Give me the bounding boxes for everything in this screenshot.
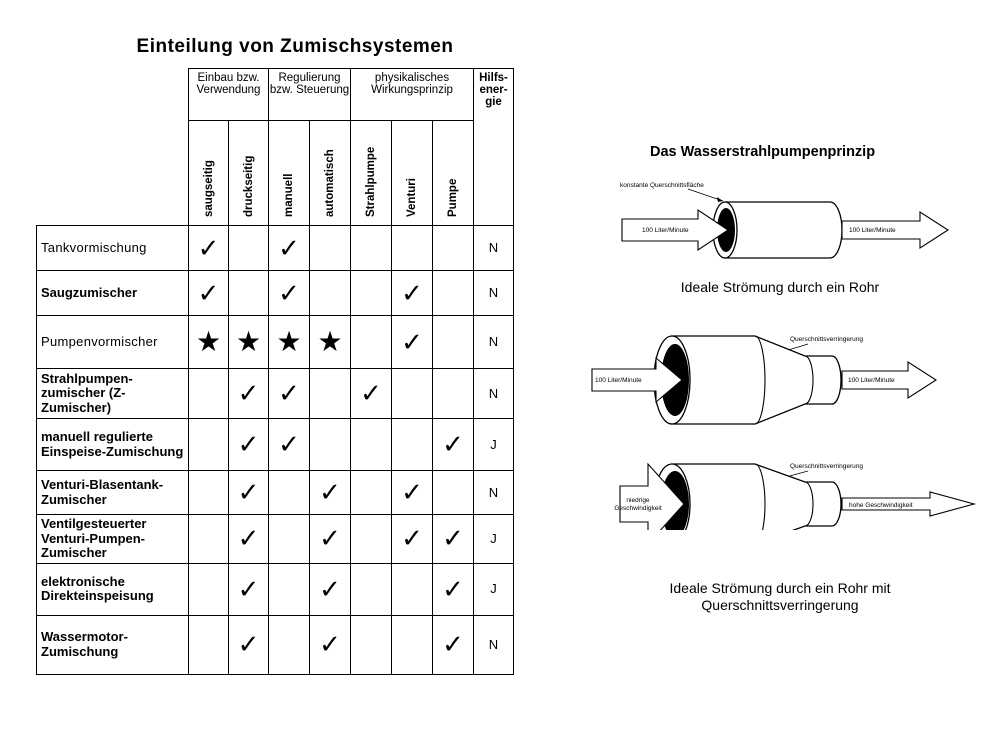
hilfsenergie-value: N	[488, 484, 499, 500]
note-cross-section-reduction: Querschnittsverringerung	[790, 336, 863, 343]
mark-cell	[269, 369, 310, 419]
pipe-body-narrowing	[672, 464, 841, 530]
mark-cell	[269, 419, 310, 471]
checkmark-icon: ✓	[237, 477, 260, 507]
mark-cell	[310, 369, 351, 419]
checkmark-icon: ✓	[442, 429, 464, 459]
subheader-cell	[189, 121, 229, 226]
hilfsenergie-cell	[474, 316, 514, 369]
mark-cell	[189, 316, 229, 369]
mark-cell	[269, 271, 310, 316]
table-row	[37, 615, 514, 674]
corner-blank	[37, 69, 189, 226]
hilfsenergie-value: J	[490, 530, 497, 546]
hilfsenergie-cell	[474, 419, 514, 471]
row-label: manuell regulierte Einspeise-Zumischung	[37, 419, 189, 471]
table-row	[37, 563, 514, 615]
mark-cell	[229, 471, 269, 515]
checkmark-icon: ✓	[237, 629, 260, 659]
table-row	[37, 515, 514, 564]
table-title: Einteilung von Zumischsystemen	[136, 36, 454, 57]
row-label: Wassermotor-Zumischung	[37, 615, 189, 674]
pipe-body-narrowing	[672, 336, 841, 424]
checkmark-icon: ✓	[278, 378, 300, 408]
row-label: Strahlpumpen-zumischer (Z-Zumischer)	[37, 369, 189, 419]
mark-cell	[189, 563, 229, 615]
group-header-wirkungsprinzip: physikalisches Wirkungsprinzip	[351, 69, 474, 121]
diagram-constant-cross-section	[620, 182, 948, 258]
caption-line-2: Querschnittsverringerung	[701, 597, 859, 613]
subheader-label: Venturi	[406, 178, 418, 217]
mark-cell	[229, 271, 269, 316]
mark-cell	[392, 515, 433, 564]
subheader-cell	[229, 121, 269, 226]
row-label: elektronische Direkteinspeisung	[37, 563, 189, 615]
subheader-label: saugseitig	[202, 160, 215, 217]
inflow-label: 100 Liter/Minute	[595, 377, 642, 384]
mark-cell	[351, 419, 392, 471]
mark-cell	[433, 271, 474, 316]
pointer-arrowhead	[717, 197, 723, 202]
hilfsenergie-cell	[474, 515, 514, 564]
checkmark-icon: ✓	[319, 629, 341, 659]
checkmark-icon: ✓	[401, 523, 423, 554]
mark-cell	[392, 369, 433, 419]
caption-line-1: Ideale Strömung durch ein Rohr mit	[669, 580, 891, 596]
mark-cell	[351, 316, 392, 369]
diagram-title: Das Wasserstrahlpumpenprinzip	[650, 144, 876, 160]
star-icon: ★	[276, 325, 302, 357]
table-row	[37, 271, 514, 316]
mark-cell	[392, 419, 433, 471]
row-label: Pumpenvormischer	[37, 316, 189, 369]
diagram-velocity-increase	[614, 463, 974, 530]
outflow-label: 100 Liter/Minute	[848, 377, 895, 384]
pipe-body	[725, 202, 842, 258]
mark-cell	[433, 615, 474, 674]
checkmark-icon: ✓	[278, 277, 300, 308]
group-header-regulierung: Regulierung bzw. Steuerung	[269, 69, 351, 121]
mark-cell	[310, 515, 351, 564]
row-label: Tankvormischung	[37, 226, 189, 271]
mark-cell	[269, 471, 310, 515]
subheader-cell	[269, 121, 310, 226]
subheader-cell	[392, 121, 433, 226]
hilfsenergie-cell	[474, 226, 514, 271]
diagram-cross-section-reduction	[592, 336, 936, 424]
row-label: Ventilgesteuerter Venturi-Pumpen-Zumischer	[37, 515, 189, 564]
checkmark-icon: ✓	[237, 573, 260, 604]
table-row	[37, 369, 514, 419]
subheader-label: Strahlpumpe	[365, 146, 377, 217]
inflow-label: 100 Liter/Minute	[642, 227, 689, 234]
mark-cell	[269, 563, 310, 615]
checkmark-icon: ✓	[401, 477, 423, 507]
hilfsenergie-label: Hilfs-ener-gie	[479, 72, 508, 108]
hilfsenergie-value: N	[488, 240, 499, 255]
row-label: Venturi-Blasentank-Zumischer	[37, 471, 189, 515]
mark-cell	[433, 515, 474, 564]
checkmark-icon: ✓	[360, 378, 382, 408]
hilfsenergie-value: J	[490, 436, 497, 452]
mark-cell	[310, 563, 351, 615]
table-row	[37, 471, 514, 515]
outflow-label: 100 Liter/Minute	[849, 227, 896, 234]
subheader-cell	[351, 121, 392, 226]
mark-cell	[433, 419, 474, 471]
table-row	[37, 316, 514, 369]
mark-cell	[351, 563, 392, 615]
mark-cell	[351, 369, 392, 419]
mark-cell	[310, 471, 351, 515]
hilfsenergie-value: N	[488, 334, 499, 349]
subheader-label: automatisch	[324, 149, 336, 217]
mark-cell	[392, 226, 433, 271]
checkmark-icon: ✓	[319, 573, 341, 604]
mixing-systems-table-wrap	[36, 68, 514, 675]
caption-ideal-flow: Ideale Strömung durch ein Rohr	[680, 279, 880, 295]
mark-cell	[351, 226, 392, 271]
mark-cell	[229, 226, 269, 271]
mark-cell	[433, 316, 474, 369]
mark-cell	[229, 563, 269, 615]
checkmark-icon: ✓	[319, 477, 341, 507]
checkmark-icon: ✓	[401, 277, 423, 308]
mark-cell	[189, 369, 229, 419]
note-constant-cross-section: konstante Querschnittsfläche	[620, 182, 704, 189]
hilfsenergie-value: N	[488, 385, 499, 401]
mark-cell	[189, 615, 229, 674]
mark-cell	[269, 226, 310, 271]
mark-cell	[189, 515, 229, 564]
note-cross-section-reduction: Querschnittsverringerung	[790, 463, 863, 470]
mark-cell	[189, 226, 229, 271]
hilfsenergie-cell	[474, 615, 514, 674]
table-row	[37, 226, 514, 271]
table-row	[37, 419, 514, 471]
mark-cell	[392, 271, 433, 316]
subheader-cell	[433, 121, 474, 226]
mark-cell	[229, 316, 269, 369]
mark-cell	[351, 615, 392, 674]
checkmark-icon: ✓	[442, 573, 464, 604]
checkmark-icon: ✓	[197, 232, 220, 263]
mark-cell	[351, 271, 392, 316]
venturi-diagram	[590, 170, 990, 530]
mark-cell	[392, 316, 433, 369]
hilfsenergie-cell	[474, 471, 514, 515]
star-icon: ★	[317, 325, 343, 357]
mark-cell	[229, 515, 269, 564]
subheader-cell	[310, 121, 351, 226]
subheader-label: Pumpe	[447, 178, 459, 217]
checkmark-icon: ✓	[442, 523, 464, 554]
subheader-label: druckseitig	[242, 155, 255, 217]
hilfsenergie-cell	[474, 369, 514, 419]
checkmark-icon: ✓	[319, 523, 341, 554]
mark-cell	[189, 471, 229, 515]
checkmark-icon: ✓	[278, 429, 300, 459]
mark-cell	[310, 615, 351, 674]
hilfsenergie-value: J	[490, 581, 497, 596]
group-header-einbau: Einbau bzw. Verwendung	[189, 69, 269, 121]
checkmark-icon: ✓	[237, 378, 260, 408]
mark-cell	[229, 419, 269, 471]
checkmark-icon: ✓	[237, 523, 260, 554]
subheader-label: manuell	[283, 173, 295, 217]
mark-cell	[433, 563, 474, 615]
hilfsenergie-value: N	[488, 285, 499, 300]
mark-cell	[189, 271, 229, 316]
hilfsenergie-cell	[474, 271, 514, 316]
mark-cell	[392, 471, 433, 515]
hilfsenergie-cell	[474, 563, 514, 615]
mark-cell	[433, 226, 474, 271]
mark-cell	[351, 515, 392, 564]
mark-cell	[229, 369, 269, 419]
star-icon: ★	[235, 325, 262, 357]
mark-cell	[310, 419, 351, 471]
mark-cell	[351, 471, 392, 515]
star-icon: ★	[195, 325, 222, 357]
checkmark-icon: ✓	[197, 277, 220, 308]
mark-cell	[433, 471, 474, 515]
hilfsenergie-value: N	[488, 636, 499, 652]
mark-cell	[310, 316, 351, 369]
mark-cell	[392, 563, 433, 615]
group-header-hilfsenergie	[474, 69, 514, 226]
mark-cell	[392, 615, 433, 674]
checkmark-icon: ✓	[237, 429, 260, 459]
checkmark-icon: ✓	[278, 232, 300, 263]
row-label: Saugzumischer	[37, 271, 189, 316]
mark-cell	[189, 419, 229, 471]
mark-cell	[310, 271, 351, 316]
mark-cell	[269, 515, 310, 564]
mixing-systems-table	[36, 68, 514, 675]
caption-ideal-flow-reduction	[620, 580, 940, 614]
outflow-label: hohe Geschwindigkeit	[849, 502, 913, 509]
mark-cell	[433, 369, 474, 419]
mark-cell	[229, 615, 269, 674]
checkmark-icon: ✓	[401, 326, 423, 357]
mark-cell	[269, 615, 310, 674]
mark-cell	[310, 226, 351, 271]
mark-cell	[269, 316, 310, 369]
inflow-label-line1: niedrige	[626, 497, 650, 504]
inflow-label-line2: Geschwindigkeit	[614, 505, 662, 512]
checkmark-icon: ✓	[442, 629, 464, 659]
